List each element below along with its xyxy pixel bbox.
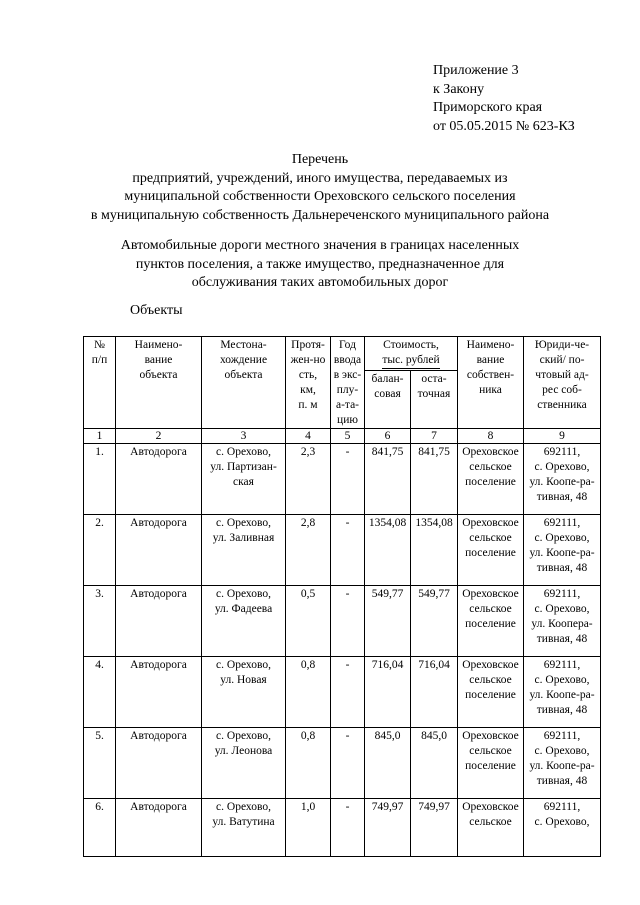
cell-year: - — [331, 657, 365, 728]
cell-residual: 549,77 — [411, 586, 458, 657]
cell-location-line: ул. Заливная — [212, 532, 275, 544]
header-line: км, — [300, 384, 316, 396]
appendix-line: Приложение 3 — [433, 63, 519, 78]
cell-address-line: тивная, 48 — [536, 491, 588, 503]
cell-length: 1,0 — [286, 799, 331, 857]
cell-residual: 845,0 — [411, 728, 458, 799]
header-cost-line: тыс. рублей — [382, 353, 439, 369]
header-line: в экс- — [333, 369, 362, 381]
cell-owner-line: Ореховское — [462, 517, 519, 529]
cell-owner-line: сельское — [469, 461, 512, 473]
header-line: оста- — [421, 372, 447, 385]
cell-residual: 716,04 — [411, 657, 458, 728]
cell-name: Автодорога — [116, 515, 202, 586]
cell-owner — [458, 444, 524, 515]
cell-location — [202, 657, 286, 728]
cell-year: - — [331, 799, 365, 857]
header-line: Протя- — [291, 339, 325, 351]
appendix-line: от 05.05.2015 № 623-КЗ — [433, 118, 575, 134]
cell-name: Автодорога — [116, 728, 202, 799]
cell-year: - — [331, 444, 365, 515]
cell-address-line: ул. Коопе-ра- — [529, 689, 595, 701]
section-label: Объекты — [130, 303, 183, 318]
title-line: Перечень — [291, 152, 349, 167]
header-line: Наимено- — [134, 339, 183, 351]
cell-address — [524, 728, 601, 799]
cell-length: 0,8 — [286, 657, 331, 728]
column-number-cell: 2 — [116, 429, 202, 444]
cell-location-line: с. Орехово, — [216, 659, 271, 671]
header-num — [84, 337, 116, 429]
column-number-cell: 1 — [84, 429, 116, 444]
cell-balance: 845,0 — [365, 728, 411, 799]
header-line: вание — [144, 354, 173, 366]
cell-address-line: ул. Коопе-ра- — [529, 760, 595, 772]
cell-address — [524, 444, 601, 515]
cell-address-line: ул. Коопе-ра- — [529, 476, 595, 488]
cell-location-line: ул. Леонова — [214, 745, 273, 757]
header-line: ственника — [537, 399, 587, 411]
appendix-line: к Закону — [433, 81, 485, 97]
table-row — [84, 515, 601, 586]
cell-location-line: с. Орехово, — [216, 801, 271, 813]
table-row — [84, 728, 601, 799]
cell-address-line: тивная, 48 — [536, 562, 588, 574]
objects-table — [83, 336, 601, 857]
header-cost-balance — [365, 370, 411, 428]
cell-address-line: с. Орехово, — [534, 674, 590, 686]
cell-year: - — [331, 728, 365, 799]
document-title — [0, 151, 640, 225]
column-number-cell: 7 — [411, 429, 458, 444]
cell-year: - — [331, 515, 365, 586]
cell-address-line: с. Орехово, — [534, 745, 590, 757]
cell-length: 2,3 — [286, 444, 331, 515]
header-line: а-та- — [335, 399, 360, 411]
cell-address-line: 692111, — [543, 517, 581, 529]
cell-name: Автодорога — [116, 586, 202, 657]
cell-residual: 1354,08 — [411, 515, 458, 586]
cell-address — [524, 586, 601, 657]
table-row — [84, 444, 601, 515]
cell-num: 6. — [84, 799, 116, 857]
cell-location — [202, 799, 286, 857]
cell-residual: 749,97 — [411, 799, 458, 857]
header-line: № — [94, 339, 105, 351]
cell-length: 0,5 — [286, 586, 331, 657]
subtitle-line: пунктов поселения, а также имущество, предназначенное для — [135, 256, 505, 272]
cell-owner-line: сельское — [469, 532, 512, 544]
cell-name: Автодорога — [116, 799, 202, 857]
cell-address — [524, 799, 601, 857]
cell-num: 2. — [84, 515, 116, 586]
title-line: предприятий, учреждений, иного имущества, передаваемых из — [132, 170, 508, 186]
header-line: сть, — [298, 369, 318, 381]
header-length — [286, 337, 331, 429]
header-line: Наимено- — [466, 339, 515, 351]
cell-length: 2,8 — [286, 515, 331, 586]
cell-balance: 841,75 — [365, 444, 411, 515]
header-line: собствен- — [466, 369, 515, 381]
cell-num: 5. — [84, 728, 116, 799]
cell-location — [202, 728, 286, 799]
cell-owner-line: поселение — [465, 689, 516, 701]
cell-balance: 749,97 — [365, 799, 411, 857]
header-line: чтовый ад- — [535, 369, 589, 381]
cell-name: Автодорога — [116, 444, 202, 515]
cell-num: 1. — [84, 444, 116, 515]
cell-location-line: ул. Ватутина — [212, 816, 275, 828]
header-line: жен-но — [290, 354, 326, 366]
header-address — [524, 337, 601, 429]
cell-location — [202, 515, 286, 586]
cell-residual: 841,75 — [411, 444, 458, 515]
header-location — [202, 337, 286, 429]
cell-balance: 1354,08 — [365, 515, 411, 586]
header-line: совая — [374, 387, 401, 400]
cell-location-line: ул. Фадеева — [214, 603, 273, 615]
cell-owner-line: сельское — [469, 603, 512, 615]
cell-owner-line: поселение — [465, 547, 516, 559]
cell-owner — [458, 515, 524, 586]
cell-owner — [458, 728, 524, 799]
cell-owner-line: Ореховское — [462, 659, 519, 671]
cell-num: 3. — [84, 586, 116, 657]
table-row — [84, 657, 601, 728]
header-owner — [458, 337, 524, 429]
header-line: объекта — [224, 369, 263, 381]
cell-address-line: ул. Коопе-ра- — [529, 547, 595, 559]
cell-location-line: с. Орехово, — [216, 588, 271, 600]
cell-owner — [458, 586, 524, 657]
cell-address — [524, 657, 601, 728]
cell-location-line: с. Орехово, — [216, 517, 271, 529]
header-line: точная — [417, 387, 451, 400]
subtitle-line: Автомобильные дороги местного значения в границах населенных — [120, 238, 520, 253]
cell-owner-line: Ореховское — [462, 730, 519, 742]
cell-owner-line: сельское — [469, 674, 512, 686]
cell-owner — [458, 799, 524, 857]
cell-address-line: с. Орехово, — [534, 461, 590, 473]
header-line: балан- — [371, 372, 404, 385]
cell-owner-line: Ореховское — [462, 588, 519, 600]
cell-address-line: тивная, 48 — [536, 775, 588, 787]
cell-year: - — [331, 586, 365, 657]
cell-address-line: тивная, 48 — [536, 704, 588, 716]
appendix-line: Приморского края — [433, 100, 543, 115]
column-number-cell: 3 — [202, 429, 286, 444]
header-line: ввода — [333, 354, 362, 366]
cell-address-line: 692111, — [543, 446, 581, 458]
header-name — [116, 337, 202, 429]
column-number-cell: 4 — [286, 429, 331, 444]
cell-address-line: с. Орехово, — [534, 816, 590, 828]
subtitle-line: обслуживания таких автомобильных дорог — [191, 275, 449, 290]
cell-address-line: 692111, — [543, 730, 581, 742]
title-line: муниципальной собственности Ореховского сельского поселения — [124, 189, 516, 204]
cell-balance: 716,04 — [365, 657, 411, 728]
header-line: ника — [479, 384, 502, 396]
cell-location — [202, 444, 286, 515]
cell-address-line: 692111, — [543, 659, 581, 671]
header-line: цию — [337, 414, 358, 426]
cell-balance: 549,77 — [365, 586, 411, 657]
cell-address-line: тивная, 48 — [536, 633, 588, 645]
cell-location-line: с. Орехово, — [216, 446, 271, 458]
column-number-cell: 5 — [331, 429, 365, 444]
cell-address — [524, 515, 601, 586]
cell-address-line: 692111, — [543, 801, 581, 813]
header-line: хождение — [219, 354, 268, 366]
document-subtitle — [0, 237, 640, 293]
header-line: Местона- — [220, 339, 267, 351]
cell-location-line: ул. Новая — [220, 674, 267, 686]
header-year — [331, 337, 365, 429]
column-number-cell: 6 — [365, 429, 411, 444]
appendix-reference — [433, 62, 575, 136]
cell-address-line: ул. Коопера- — [531, 618, 593, 630]
cell-location-line: ул. Партизан- — [210, 461, 277, 473]
header-line: рес соб- — [542, 384, 582, 396]
header-line: п/п — [91, 354, 108, 366]
cell-num: 4. — [84, 657, 116, 728]
header-cost-group — [365, 337, 458, 371]
column-number-row — [84, 429, 601, 444]
header-line: объекта — [139, 369, 178, 381]
column-number-cell: 9 — [524, 429, 601, 444]
cell-address-line: с. Орехово, — [534, 532, 590, 544]
table-row — [84, 586, 601, 657]
title-line: в муниципальную собственность Дальнереченского муниципального района — [90, 207, 550, 223]
header-line: Юриди-че- — [534, 339, 590, 351]
cell-owner-line: сельское — [469, 745, 512, 757]
cell-location-line: ская — [233, 476, 254, 488]
header-line: вание — [476, 354, 505, 366]
column-number-cell: 8 — [458, 429, 524, 444]
cell-length: 0,8 — [286, 728, 331, 799]
table-header-row — [84, 337, 601, 371]
cell-owner-line: Ореховское — [462, 446, 519, 458]
cell-location — [202, 586, 286, 657]
cell-owner-line: поселение — [465, 476, 516, 488]
cell-owner-line: Ореховское — [462, 801, 519, 813]
cell-address-line: с. Орехово, — [534, 603, 590, 615]
cell-owner — [458, 657, 524, 728]
cell-owner-line: поселение — [465, 760, 516, 772]
header-line: п. м — [298, 399, 318, 411]
header-line: плу- — [336, 384, 359, 396]
header-cost-residual — [411, 370, 458, 428]
header-line: Год — [339, 339, 356, 351]
header-line: ский/ по- — [539, 354, 585, 366]
cell-owner-line: поселение — [465, 618, 516, 630]
table-row — [84, 799, 601, 857]
cell-location-line: с. Орехово, — [216, 730, 271, 742]
cell-address-line: 692111, — [543, 588, 581, 600]
cell-owner-line: сельское — [469, 816, 512, 828]
cell-name: Автодорога — [116, 657, 202, 728]
header-cost-line: Стоимость, — [383, 339, 439, 351]
